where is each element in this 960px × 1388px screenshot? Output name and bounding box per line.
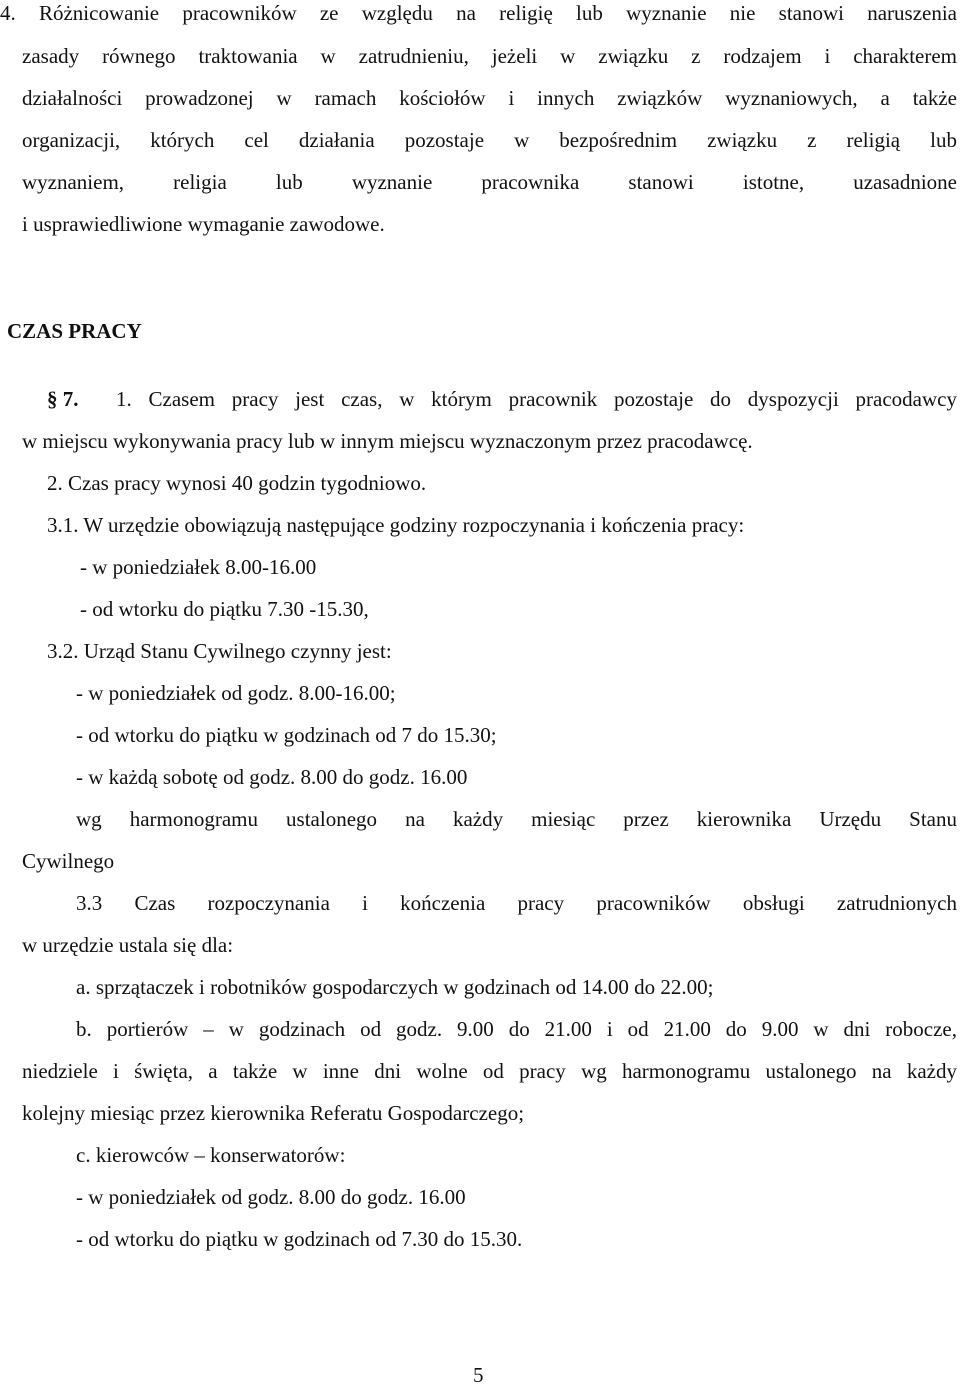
s7-p33-c-item-2: - od wtorku do piątku w godzinach od 7.30 do 15.30. [76,1227,523,1251]
s7-p33-c: c. kierowców – konserwatorów: [76,1143,346,1167]
section-heading: CZAS PRACY [7,319,142,343]
page-number: 5 [473,1363,484,1387]
s7-p1-line-1: 1. Czasem pracy jest czas, w którym pracownik pozostaje do dyspozycji pracodawcy [116,387,957,411]
s7-p32-item-3: - w każdą sobotę od godz. 8.00 do godz. 16.00 [76,765,468,789]
s7-p32-item-2: - od wtorku do piątku w godzinach od 7 do 15.30; [76,723,497,747]
s7-p32: 3.2. Urząd Stanu Cywilnego czynny jest: [47,639,392,663]
s7-p32-item-1: - w poniedziałek od godz. 8.00-16.00; [76,681,396,705]
p4-line-3: działalności prowadzonej w ramach kościołów i innych związków wyznaniowych, a także [22,86,957,110]
s7-p31-item-1: - w poniedziałek 8.00-16.00 [80,555,317,579]
s7-p33-a: a. sprzątaczek i robotników gospodarczych w godzinach od 14.00 do 22.00; [76,975,714,999]
paragraph-label: § 7. [47,387,79,411]
s7-p33-b-line-2: niedziele i święta, a także w inne dni wolne od pracy wg harmonogramu ustalonego na każdy [22,1059,957,1083]
s7-p31: 3.1. W urzędzie obowiązują następujące godziny rozpoczynania i kończenia pracy: [47,513,745,537]
s7-p33-b-line-1: b. portierów – w godzinach od godz. 9.00 do 21.00 i od 21.00 do 9.00 w dni robocze, [76,1017,957,1041]
s7-p1-line-2: w miejscu wykonywania pracy lub w innym miejscu wyznaczonym przez pracodawcę. [22,429,753,453]
s7-p33-line-1: 3.3 Czas rozpoczynania i kończenia pracy pracowników obsługi zatrudnionych [76,891,957,915]
p4-line-1: 4. Różnicowanie pracowników ze względu na religię lub wyznanie nie stanowi naruszenia [0,1,957,25]
p4-line-4: organizacji, których cel działania pozostaje w bezpośrednim związku z religią lub [22,128,957,152]
s7-p31-item-2: - od wtorku do piątku 7.30 -15.30, [80,597,369,621]
p4-line-5: wyznaniem, religia lub wyznanie pracownika stanowi istotne, uzasadnione [22,170,957,194]
s7-p32-tail-line-1: wg harmonogramu ustalonego na każdy miesiąc przez kierownika Urzędu Stanu [76,807,957,831]
s7-p2: 2. Czas pracy wynosi 40 godzin tygodniowo. [47,471,427,495]
s7-p33-c-item-1: - w poniedziałek od godz. 8.00 do godz. 16.00 [76,1185,466,1209]
s7-p33-line-2: w urzędzie ustala się dla: [22,933,234,957]
s7-p33-b-line-3: kolejny miesiąc przez kierownika Referatu Gospodarczego; [22,1101,525,1125]
p4-line-6: i usprawiedliwione wymaganie zawodowe. [22,212,385,236]
p4-line-2: zasady równego traktowania w zatrudnieniu, jeżeli w związku z rodzajem i charakterem [22,44,957,68]
s7-p32-tail-line-2: Cywilnego [22,849,115,873]
